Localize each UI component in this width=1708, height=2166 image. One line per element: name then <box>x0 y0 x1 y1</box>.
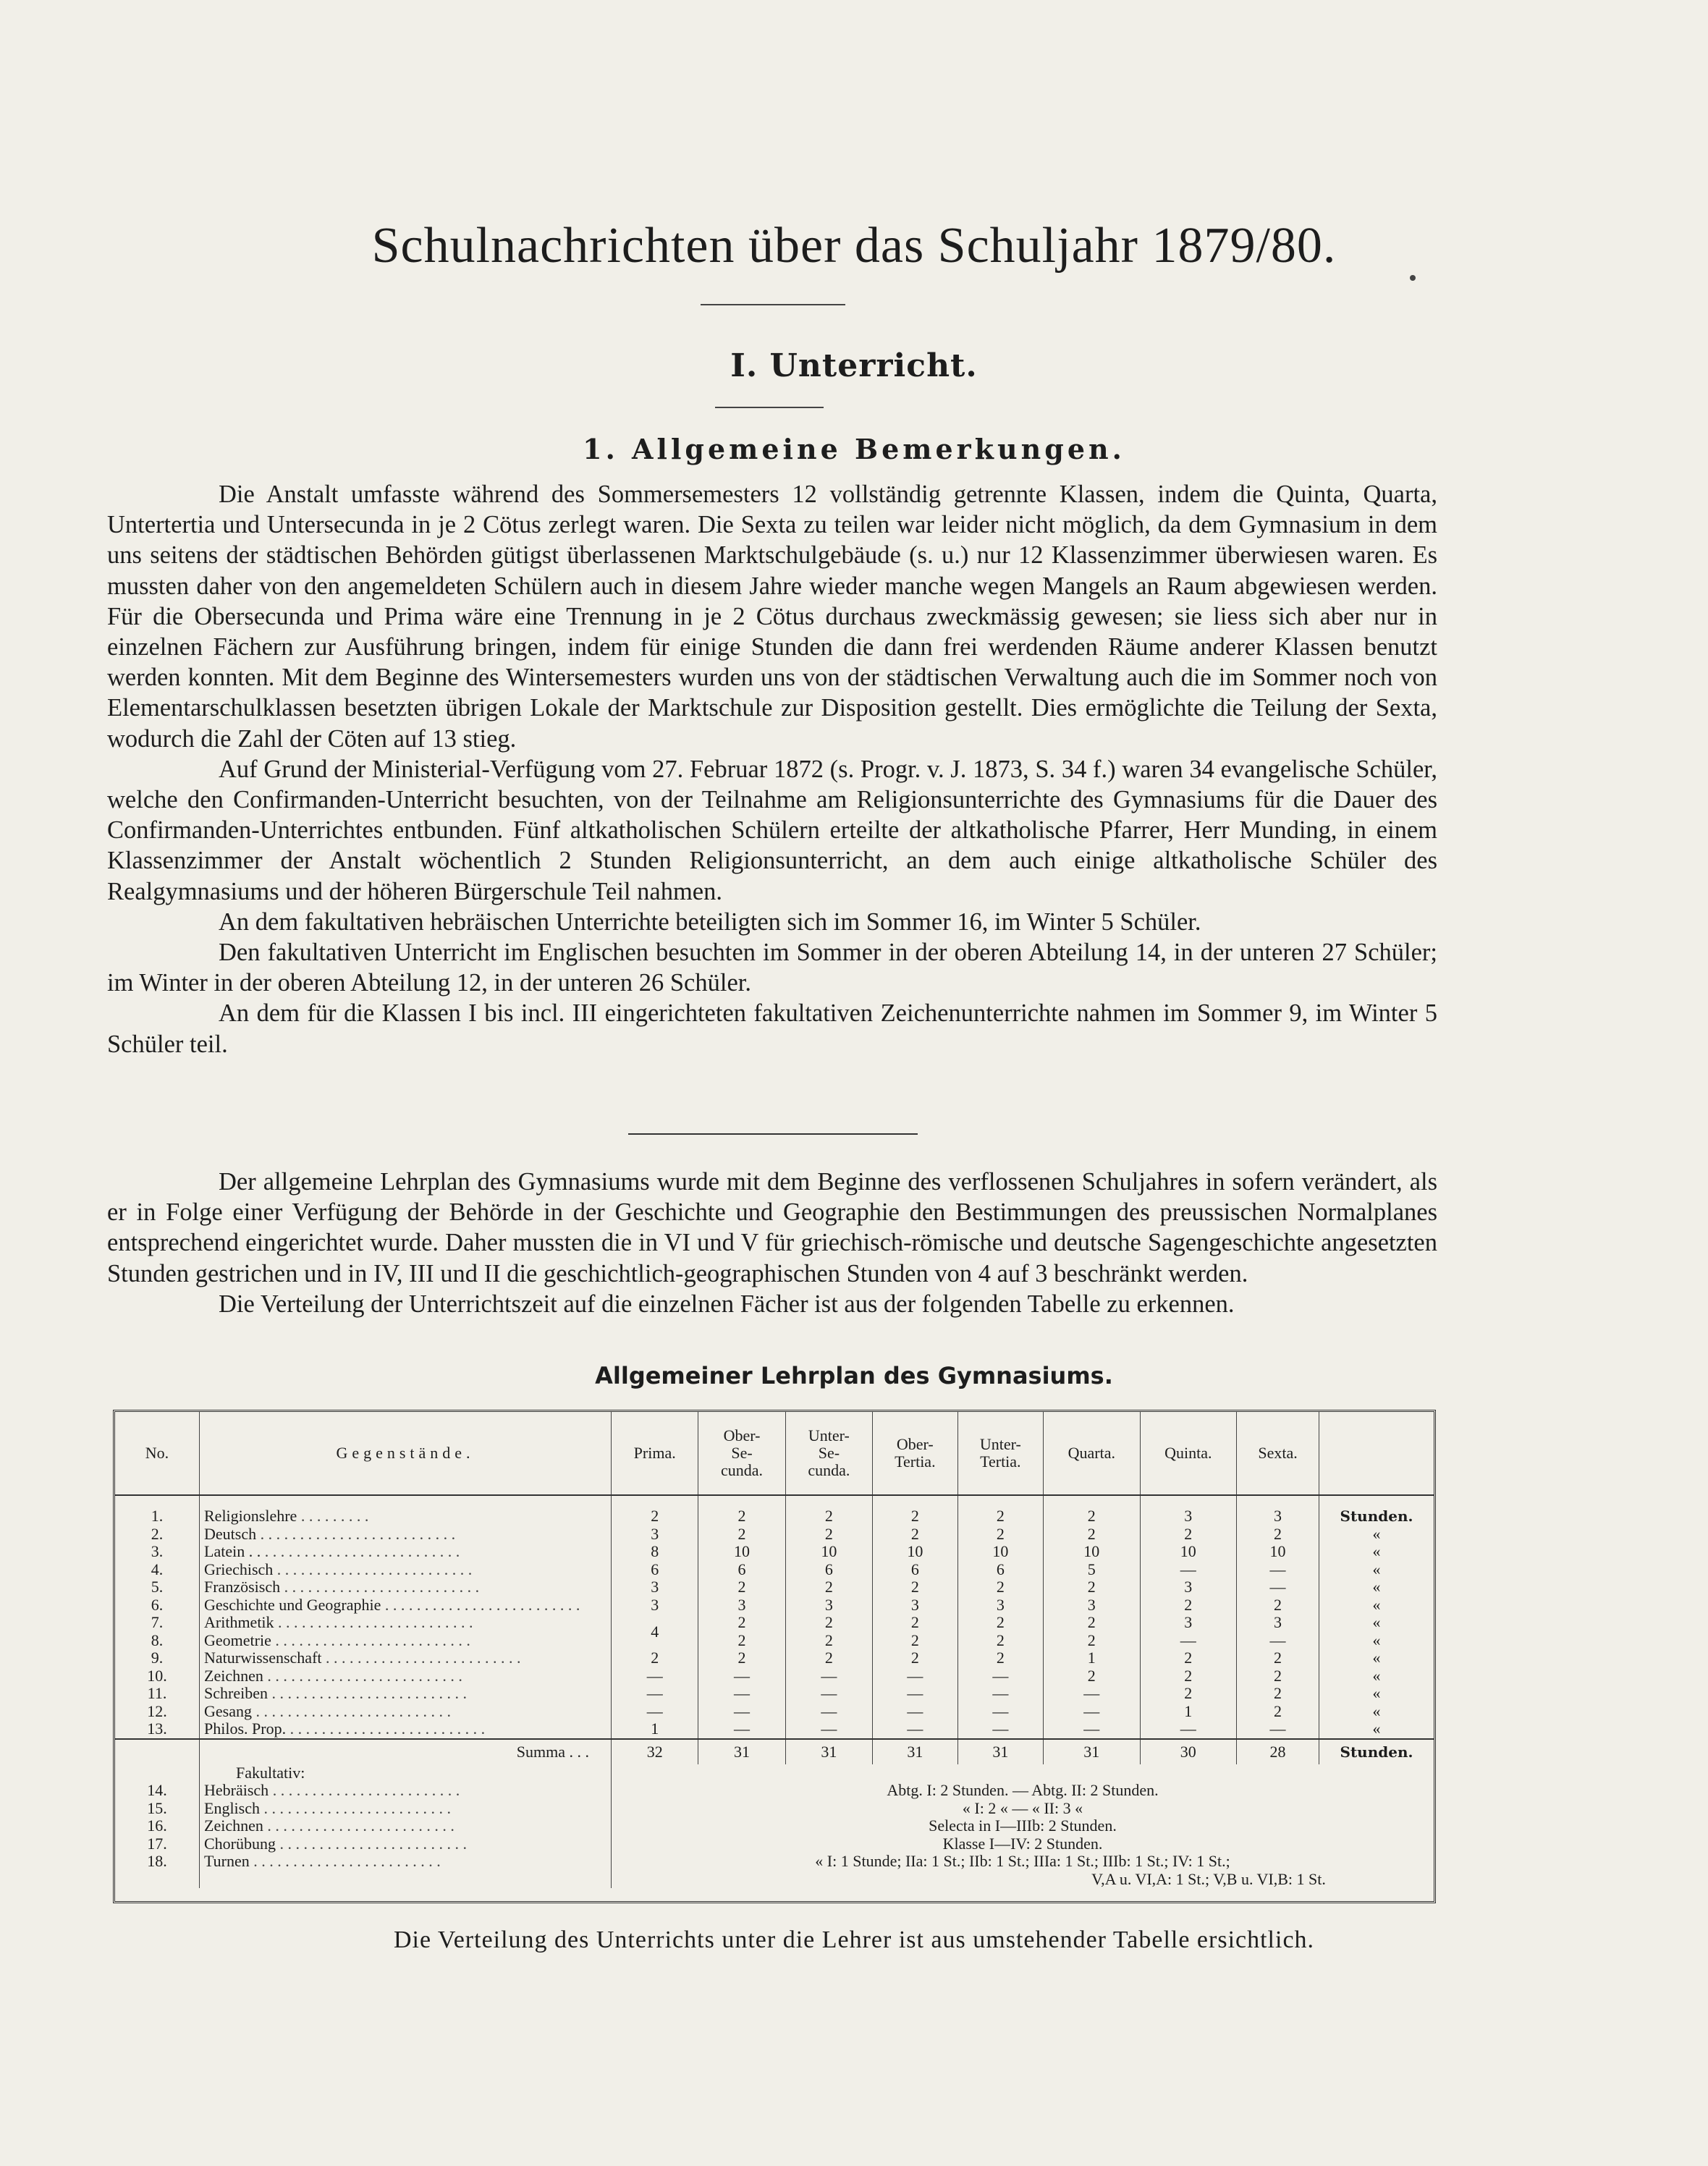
subject-label: Zeichnen <box>204 1667 263 1685</box>
section-separator <box>628 1133 918 1135</box>
paragraph: Den fakultativen Unterricht im Englischen besuchten im Sommer in der oberen Abteilung 14, in der unteren 27 Schüler; im Winter in der oberen Abteilung 12, in der unteren 26 Schüler. <box>107 939 1437 997</box>
hours-value: 1 <box>1140 1703 1237 1721</box>
row-number: 5. <box>151 1578 164 1596</box>
row-number: 11. <box>147 1684 167 1703</box>
row-number: 16. <box>147 1816 167 1835</box>
hours-value: 10 <box>957 1543 1043 1561</box>
header-line: cunda. <box>721 1461 764 1479</box>
col-header-sexta: Sexta. <box>1237 1412 1319 1495</box>
unit-label: « <box>1319 1596 1434 1615</box>
hours-value: — <box>957 1685 1043 1703</box>
row-number: 13. <box>147 1719 167 1738</box>
section-rule <box>715 407 824 408</box>
hours-value: 6 <box>785 1561 872 1579</box>
row-number <box>115 1871 200 1889</box>
leader-dots: . . . . . . . . . . . . . . . . . . . . . . . . <box>263 1817 455 1835</box>
summa-value: 30 <box>1140 1739 1237 1764</box>
fakultativ-note: Klasse I—IV: 2 Stunden. <box>612 1835 1434 1853</box>
table-row <box>115 1703 1434 1721</box>
fakultativ-row <box>115 1853 1434 1871</box>
leader-dots: . . . . . . . . . . . . . . . . . . . . . . . . . <box>273 1560 473 1578</box>
hours-value: — <box>873 1685 958 1703</box>
hours-value: 2 <box>873 1526 958 1544</box>
fakultativ-note <box>612 1764 1434 1782</box>
col-header-subject: Gegenstände. <box>200 1412 612 1495</box>
fakultativ-note: « I: 2 « — « II: 3 « <box>612 1800 1434 1818</box>
hours-value: — <box>785 1703 872 1721</box>
hours-value: 3 <box>612 1596 698 1615</box>
hours-value: 2 <box>1044 1667 1140 1685</box>
unit-label: « <box>1319 1561 1434 1579</box>
summa-row <box>115 1739 1434 1764</box>
fakultativ-note: Abtg. I: 2 Stunden. — Abtg. II: 2 Stunden. <box>612 1782 1434 1800</box>
row-number: 18. <box>147 1852 167 1871</box>
hours-value: 2 <box>1044 1526 1140 1544</box>
fakultativ-note: V,A u. VI,A: 1 St.; V,B u. VI,B: 1 St. <box>612 1871 1434 1889</box>
row-number: 10. <box>147 1666 167 1685</box>
leader-dots: . . . . . . . . . . . . . . . . . . . . . . . . <box>269 1782 460 1800</box>
hours-value: 2 <box>785 1578 872 1596</box>
hours-value: 2 <box>698 1495 785 1526</box>
print-speck <box>1410 275 1416 281</box>
hours-value: — <box>612 1685 698 1703</box>
leader-dots: . . . . . . . . . . . . . . . . . . . . . . . . . <box>321 1649 521 1667</box>
header-line: Tertia. <box>895 1452 936 1471</box>
summa-value: 28 <box>1237 1739 1319 1764</box>
header-line: Unter- <box>808 1426 850 1444</box>
header-line: Se- <box>731 1444 753 1462</box>
unit-label: « <box>1319 1632 1434 1650</box>
summa-value: 31 <box>957 1739 1043 1764</box>
hours-value: 2 <box>785 1614 872 1632</box>
table-row <box>115 1596 1434 1615</box>
hours-value: 2 <box>785 1632 872 1650</box>
hours-value: — <box>1044 1703 1140 1721</box>
subject-label: Arithmetik <box>204 1614 274 1632</box>
row-number: 4. <box>151 1560 164 1578</box>
hours-value: 2 <box>1237 1703 1319 1721</box>
col-header-untersecunda <box>785 1412 872 1495</box>
title-rule <box>701 304 845 305</box>
leader-dots: . . . . . . . . . . . . . . . . . . . . . . . . . <box>271 1631 470 1649</box>
leader-dots: . . . . . . . . . <box>297 1507 369 1526</box>
unit-label: « <box>1319 1578 1434 1596</box>
subject-name <box>200 1596 612 1615</box>
closing-note: Die Verteilung des Unterrichts unter die Lehrer ist aus umstehender Tabelle ersichtlich. <box>393 1926 1315 1953</box>
fakultativ-note: Selecta in I—IIIb: 2 Stunden. <box>612 1817 1434 1835</box>
col-header-obertertia <box>873 1412 958 1495</box>
row-number: 3. <box>151 1542 164 1561</box>
hours-value: — <box>785 1685 872 1703</box>
subject-label: Turnen <box>204 1853 250 1871</box>
subject-label: Englisch <box>204 1799 260 1817</box>
subject-name <box>200 1853 612 1871</box>
hours-value: — <box>612 1703 698 1721</box>
hours-value: 2 <box>873 1495 958 1526</box>
hours-value: 6 <box>612 1561 698 1579</box>
unit-label: « <box>1319 1685 1434 1703</box>
leader-dots: . . . . . . . . . . . . . . . . . . . . . . . . <box>249 1853 441 1871</box>
hours-value: 2 <box>698 1632 785 1650</box>
leader-dots: . . . . . . . . . . . . . . . . . . . . . . . . . <box>280 1578 480 1596</box>
hours-value: 2 <box>957 1495 1043 1526</box>
fakultativ-label-row <box>115 1764 1434 1782</box>
col-header-prima: Prima. <box>612 1412 698 1495</box>
leader-dots: . . . . . . . . . . . . . . . . . . . . . . . . . <box>381 1596 580 1614</box>
hours-value: — <box>698 1703 785 1721</box>
hours-value: — <box>873 1720 958 1739</box>
table-row <box>115 1685 1434 1703</box>
hours-value: 3 <box>1044 1596 1140 1615</box>
hours-value: 2 <box>1237 1649 1319 1667</box>
leader-dots: . . . . . . . . . . . . . . . . . . . . . . . . . <box>274 1614 473 1632</box>
subject-name <box>200 1649 612 1667</box>
hours-value: 2 <box>1237 1685 1319 1703</box>
row-number <box>115 1739 200 1764</box>
hours-value: 2 <box>957 1649 1043 1667</box>
hours-value: 6 <box>873 1561 958 1579</box>
header-line: Ober- <box>723 1426 761 1444</box>
row-number: 2. <box>151 1524 164 1543</box>
hours-value: 2 <box>785 1526 872 1544</box>
table-row <box>115 1578 1434 1596</box>
hours-value: 3 <box>873 1596 958 1615</box>
subject-name <box>200 1835 612 1853</box>
curriculum-table <box>115 1412 1434 1888</box>
leader-dots: . . . . . . . . . . . . . . . . . . . . . . . . . <box>261 1543 460 1561</box>
subject-name <box>200 1495 612 1526</box>
hours-value: — <box>785 1667 872 1685</box>
leader-dots: . . . . . . . . . . . . . . . . . . . . . . . . . <box>267 1685 467 1703</box>
subject-name <box>200 1543 612 1561</box>
unit-label: « <box>1319 1614 1434 1632</box>
hours-value: — <box>698 1720 785 1739</box>
table-header-row <box>115 1412 1434 1495</box>
row-number <box>115 1764 200 1782</box>
subject-name <box>200 1800 612 1818</box>
hours-value: 8 <box>612 1543 698 1561</box>
subject-name <box>200 1817 612 1835</box>
table-row <box>115 1561 1434 1579</box>
row-number: 12. <box>147 1701 167 1720</box>
hours-value: 10 <box>873 1543 958 1561</box>
fakultativ-row <box>115 1871 1434 1889</box>
row-number: 14. <box>147 1781 167 1800</box>
hours-value: 2 <box>698 1578 785 1596</box>
summa-value: 31 <box>698 1739 785 1764</box>
table-row <box>115 1720 1434 1739</box>
hours-value: 2 <box>957 1614 1043 1632</box>
leader-dots: . . . . . . . . . . . . . . . . . . . . . . . . <box>260 1799 451 1817</box>
header-line: Tertia. <box>980 1452 1021 1471</box>
col-header-quarta: Quarta. <box>1044 1412 1140 1495</box>
col-header-untertertia <box>957 1412 1043 1495</box>
hours-value: 2 <box>1140 1685 1237 1703</box>
subject-name <box>200 1703 612 1721</box>
subject-label: Latein . . <box>204 1543 261 1561</box>
fakultativ-row <box>115 1817 1434 1835</box>
curriculum-table-frame <box>113 1410 1436 1903</box>
subject-label: Hebräisch <box>204 1782 269 1800</box>
hours-value: 3 <box>957 1596 1043 1615</box>
hours-value: 6 <box>957 1561 1043 1579</box>
paragraph: Die Verteilung der Unterrichtszeit auf die einzelnen Fächer ist aus der folgenden Tabelle zu erkennen. <box>219 1290 1235 1318</box>
hours-value: — <box>612 1667 698 1685</box>
curriculum-text <box>107 1167 1437 1319</box>
summa-label: Summa . . . <box>200 1739 612 1764</box>
hours-value: 1 <box>612 1720 698 1739</box>
hours-value: 2 <box>1044 1578 1140 1596</box>
hours-value: 2 <box>1044 1632 1140 1650</box>
hours-value: — <box>785 1720 872 1739</box>
table-row <box>115 1632 1434 1650</box>
table-row <box>115 1526 1434 1544</box>
hours-value: 2 <box>1044 1495 1140 1526</box>
fakultativ-label: Fakultativ: <box>200 1764 612 1782</box>
paragraph: Auf Grund der Ministerial-Verfügung vom 27. Februar 1872 (s. Progr. v. J. 1873, S. 34 f.) waren 34 evangelische Schüler, welche den Confirmanden-Unterricht besuchten, von der Teilnahme am Religionsunterrichte des Gymnasiums für die Dauer des Confirmanden-Unterrichtes entbunden. Fünf altkatholischen Schülern erteilte der altkatholische Pfarrer, Herr Munding, in einem Klassenzimmer der Anstalt wöchentlich 2 Stunden Religionsunterricht, an dem auch einige altkatholische Schüler des Realgymnasiums und der höheren Bürgerschule Teil nahmen. <box>107 755 1437 905</box>
subject-label: Griechisch <box>204 1560 274 1578</box>
hours-value: 4 <box>612 1614 698 1649</box>
hours-value: 2 <box>698 1649 785 1667</box>
subject-name <box>200 1526 612 1544</box>
hours-value: 3 <box>1140 1578 1237 1596</box>
subject-name <box>200 1871 612 1889</box>
hours-value: 3 <box>612 1578 698 1596</box>
table-body <box>115 1495 1434 1888</box>
subject-label: Französisch <box>204 1578 281 1596</box>
hours-value: 2 <box>1237 1526 1319 1544</box>
paragraph: An dem fakultativen hebräischen Unterrichte beteiligten sich im Sommer 16, im Winter 5 Schüler. <box>219 908 1201 936</box>
summa-value: 32 <box>612 1739 698 1764</box>
leader-dots: . . . . . . . . . . . . . . . . . . . . . . . . . <box>251 1702 451 1720</box>
hours-value: 3 <box>785 1596 872 1615</box>
subject-label: Chorübung <box>204 1835 276 1853</box>
unit-label: « <box>1319 1649 1434 1667</box>
hours-value: 2 <box>785 1649 872 1667</box>
subject-label: Geometrie <box>204 1631 271 1649</box>
header-line: cunda. <box>808 1461 850 1479</box>
row-number: 8. <box>151 1630 164 1649</box>
hours-value: 2 <box>698 1526 785 1544</box>
row-number: 17. <box>147 1834 167 1853</box>
hours-value: — <box>1140 1632 1237 1650</box>
hours-value: 2 <box>873 1578 958 1596</box>
hours-value: 5 <box>1044 1561 1140 1579</box>
fakultativ-note: « I: 1 Stunde; IIa: 1 St.; IIb: 1 St.; IIIa: 1 St.; IIIb: 1 St.; IV: 1 St.; <box>612 1853 1434 1871</box>
header-line: Ober- <box>896 1435 934 1453</box>
table-row <box>115 1649 1434 1667</box>
subject-label: Philos. Prop. <box>204 1720 287 1738</box>
unit-label: Stunden. <box>1319 1495 1434 1526</box>
col-header-no: No. <box>115 1412 200 1495</box>
hours-value: 3 <box>1237 1614 1319 1632</box>
subject-name <box>200 1667 612 1685</box>
hours-value: 10 <box>785 1543 872 1561</box>
hours-value: 2 <box>873 1632 958 1650</box>
row-number: 1. <box>151 1507 164 1526</box>
subject-label: Religionslehre <box>204 1507 297 1526</box>
hours-value: 2 <box>1140 1596 1237 1615</box>
hours-value: — <box>1237 1720 1319 1739</box>
hours-value: 3 <box>1140 1495 1237 1526</box>
subject-label: Geschichte und Geographie <box>204 1596 381 1614</box>
hours-value: — <box>957 1667 1043 1685</box>
table-row <box>115 1614 1434 1632</box>
hours-value: 6 <box>698 1561 785 1579</box>
hours-value: 2 <box>873 1614 958 1632</box>
unit-label: Stunden. <box>1319 1739 1434 1764</box>
general-remarks-text <box>107 479 1437 1059</box>
hours-value: — <box>873 1667 958 1685</box>
hours-value: — <box>698 1667 785 1685</box>
hours-value: 2 <box>612 1649 698 1667</box>
subject-label: Schreiben <box>204 1685 268 1703</box>
hours-value: 3 <box>1237 1495 1319 1526</box>
hours-value: 10 <box>698 1543 785 1561</box>
hours-value: 3 <box>1140 1614 1237 1632</box>
hours-value: — <box>1140 1720 1237 1739</box>
hours-value: — <box>1237 1561 1319 1579</box>
subject-name <box>200 1578 612 1596</box>
leader-dots: . . . . . . . . . . . . . . . . . . . . . . . . . <box>256 1525 456 1543</box>
hours-value: 2 <box>957 1632 1043 1650</box>
section-heading: I. Unterricht. <box>730 347 978 384</box>
fakultativ-row <box>115 1782 1434 1800</box>
unit-label: « <box>1319 1526 1434 1544</box>
paragraph: An dem für die Klassen I bis incl. III eingerichteten fakultativen Zeichenunterrichte nahmen im Sommer 9, im Winter 5 Schüler teil. <box>107 999 1437 1058</box>
table-row <box>115 1667 1434 1685</box>
table-caption: Allgemeiner Lehrplan des Gymnasiums. <box>595 1362 1113 1389</box>
hours-value: 2 <box>1140 1526 1237 1544</box>
hours-value: — <box>698 1685 785 1703</box>
row-number: 6. <box>151 1595 164 1614</box>
hours-value: 2 <box>1044 1614 1140 1632</box>
hours-value: 2 <box>1140 1667 1237 1685</box>
hours-value: 2 <box>957 1578 1043 1596</box>
subject-name <box>200 1632 612 1650</box>
hours-value: — <box>1237 1632 1319 1650</box>
hours-value: 2 <box>1237 1596 1319 1615</box>
hours-value: 2 <box>1140 1649 1237 1667</box>
hours-value: 2 <box>873 1649 958 1667</box>
page-title: Schulnachrichten über das Schuljahr 1879/80. <box>371 218 1337 274</box>
col-header-obersecunda <box>698 1412 785 1495</box>
hours-value: 2 <box>957 1526 1043 1544</box>
col-header-quinta: Quinta. <box>1140 1412 1237 1495</box>
hours-value: — <box>1044 1685 1140 1703</box>
header-line: Unter- <box>979 1435 1021 1453</box>
hours-value: 2 <box>785 1495 872 1526</box>
fakultativ-row <box>115 1800 1434 1818</box>
hours-value: — <box>1044 1720 1140 1739</box>
summa-value: 31 <box>1044 1739 1140 1764</box>
hours-value: 3 <box>698 1596 785 1615</box>
hours-value: 2 <box>1237 1667 1319 1685</box>
hours-value: 3 <box>612 1526 698 1544</box>
subject-label: Gesang <box>204 1702 252 1720</box>
row-number: 15. <box>147 1798 167 1817</box>
paragraph: Der allgemeine Lehrplan des Gymnasiums wurde mit dem Beginne des verflossenen Schuljahres in sofern verändert, als er in Folge einer Verfügung der Behörde in der Geschichte und Geographie den Bestimmungen des preussischen Normalplanes entsprechend eingerichtet wurde. Daher mussten die in VI und V für griechisch-römische und deutsche Sagengeschichte angesetzten Stunden gestrichen und in IV, III und II die geschichtlich-geographischen Stunden von 4 auf 3 beschränkt werden. <box>107 1168 1437 1287</box>
leader-dots: . . . . . . . . . . . . . . . . . . . . . . . . . <box>286 1720 486 1738</box>
hours-value: — <box>873 1703 958 1721</box>
row-number: 9. <box>151 1649 164 1667</box>
hours-value: 10 <box>1044 1543 1140 1561</box>
subject-name <box>200 1614 612 1632</box>
paragraph: Die Anstalt umfasste während des Sommersemesters 12 vollständig getrennte Klassen, indem die Quinta, Quarta, Untertertia und Untersecunda in je 2 Cötus zerlegt waren. Die Sexta zu teilen war leider nicht möglich, da dem Gymnasium in dem uns seitens der städtischen Behörden gütigst überlassenen Marktschulgebäude (s. u.) nur 12 Klassenzimmer überwiesen waren. Es mussten daher von den angemeldeten Schülern auch in diesem Jahre wieder manche wegen Mangels an Raum abgewiesen werden. Für die Obersecunda und Prima wäre eine Trennung in je 2 Cötus durchaus zweckmässig gewesen; sie liess sich aber nur in einzelnen Fächern zur Ausführung bringen, indem für einige Stunden die dann frei werdenden Räume anderer Klassen benutzt werden konnten. Mit dem Beginne des Wintersemesters wurden uns von der städtischen Verwaltung auch die im Sommer noch von Elementarschulklassen besetzten übrigen Lokale der Marktschule zur Disposition gestellt. Dies ermöglichte die Teilung der Sexta, wodurch die Zahl der Cöten auf 13 stieg. <box>107 481 1437 753</box>
hours-value: 2 <box>698 1614 785 1632</box>
subject-label: Naturwissenschaft <box>204 1649 322 1667</box>
hours-value: — <box>957 1720 1043 1739</box>
hours-value: 10 <box>1140 1543 1237 1561</box>
summa-value: 31 <box>873 1739 958 1764</box>
subject-name <box>200 1561 612 1579</box>
hours-value: 10 <box>1237 1543 1319 1561</box>
subsection-heading: 1. Allgemeine Bemerkungen. <box>583 433 1125 465</box>
subject-label: Deutsch <box>204 1525 257 1543</box>
unit-label: « <box>1319 1720 1434 1739</box>
hours-value: — <box>957 1703 1043 1721</box>
hours-value: — <box>1140 1561 1237 1579</box>
table-row <box>115 1543 1434 1561</box>
subject-name <box>200 1720 612 1739</box>
hours-value: 1 <box>1044 1649 1140 1667</box>
leader-dots: . . . . . . . . . . . . . . . . . . . . . . . . <box>276 1835 467 1853</box>
header-line: Se- <box>818 1444 840 1462</box>
hours-value: — <box>1237 1578 1319 1596</box>
table-row <box>115 1495 1434 1526</box>
row-number: 7. <box>151 1613 164 1632</box>
col-header-unit <box>1319 1412 1434 1495</box>
unit-label: « <box>1319 1703 1434 1721</box>
subject-name <box>200 1685 612 1703</box>
unit-label: « <box>1319 1543 1434 1561</box>
hours-value: 2 <box>612 1495 698 1526</box>
subject-label: Zeichnen <box>204 1817 263 1835</box>
summa-value: 31 <box>785 1739 872 1764</box>
unit-label: « <box>1319 1667 1434 1685</box>
fakultativ-row <box>115 1835 1434 1853</box>
leader-dots: . . . . . . . . . . . . . . . . . . . . . . . . . <box>263 1667 462 1685</box>
subject-name <box>200 1782 612 1800</box>
